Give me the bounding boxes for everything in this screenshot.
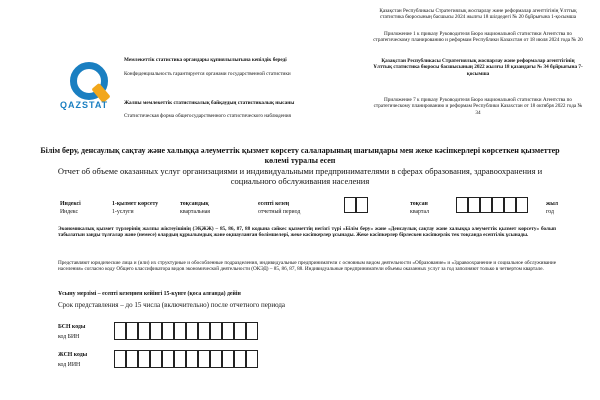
bin-digit-box[interactable] [150,322,162,340]
digit-box[interactable] [504,197,516,213]
header-right-kz-1: Қазақстан Республикасы Стратегиялық жоспарлау және реформалар агенттігінің Ұлттық статистика бюросының басшысы 2024 жылғы 18 шілдедегі № 20 бұйрығына 1-қосымша [379,8,577,21]
qazstat-logo [58,62,122,112]
deadline-ru: Срок представления – до 15 числа (включительно) после отчетного периода [58,301,286,309]
iin-digit-box[interactable] [138,350,150,368]
periodicity-ru: квартальная [180,209,210,215]
bin-digit-box[interactable] [114,322,126,340]
iin-digit-box[interactable] [246,350,258,368]
iin-digit-box[interactable] [126,350,138,368]
iin-digit-box[interactable] [210,350,222,368]
iin-label-kz: ЖСН коды [58,352,88,358]
index-label-ru: Индекс [60,209,79,215]
digit-box[interactable] [356,197,368,213]
bin-digit-box[interactable] [126,322,138,340]
header-right-ru-1: Приложение 1 к приказу Руководителя Бюро национальной статистики Агентства по стратегическому планированию и реформам Республики Казахстан от 18 июля 2024 года № 20 [373,31,583,44]
form-code-kz: 1-қызмет көрсету [112,201,159,207]
digit-box[interactable] [492,197,504,213]
digit-box[interactable] [468,197,480,213]
iin-input-boxes[interactable] [114,350,258,368]
deadline-kz: Ұсыну мерзімі – есепті кезеңнен кейінгі 15-күнге (қоса алғанда) дейін [58,291,241,297]
digit-box[interactable] [344,197,356,213]
bin-digit-box[interactable] [234,322,246,340]
digit-box[interactable] [516,197,528,213]
iin-digit-box[interactable] [222,350,234,368]
year-box-group[interactable] [456,197,536,213]
paragraph-kz: Экономикалық қызмет түрлерінің жалпы жіктеуішінің (ЭҚЖЖ) – 85, 86, 87, 88 кодына сәйкес қызметтің негізгі түрі «Білім беру» және «Денсаулық сақтау және халыққа әлеуметтік қызмет көрсету» болып табылатын заңды тұлғалар және (немесе) олардың құрылымдық және оқшауланған бөлімшелері, жеке кәсіпкерлер ұсынады. Жеке кәсіпкерлер бірлескен кәсіпкерлік тек тоқсанда есептілік ұсынады. [58,226,556,239]
iin-digit-box[interactable] [162,350,174,368]
periodicity-kz: тоқсандық [180,201,209,207]
bin-digit-box[interactable] [138,322,150,340]
header-right-kz-2: Қазақстан Республикасы Стратегиялық жоспарлау және реформалар агенттігінің Ұлттық статистика бюросы басшысының 2022 жылғы 18 қазандағы № 34 бұйрығына 7-қосымша [373,58,583,77]
report-period-ru: отчетный период [258,209,301,215]
year-label-ru: год [546,209,554,215]
bin-digit-box[interactable] [210,322,222,340]
iin-label-ru: код ИИН [58,362,81,368]
header-left-ru-confidential: Конфиденциальность гарантируется органами государственной статистики [124,71,291,77]
bin-label-ru: код БИН [58,334,80,340]
bin-digit-box[interactable] [162,322,174,340]
report-title-ru: Отчет об объеме оказанных услуг организациями и индивидуальными предпринимателями в сферах образования, здравоохранения и социального обслуживания населения [57,166,543,186]
bin-digit-box[interactable] [246,322,258,340]
form-code-ru: 1-услуги [112,209,134,215]
bin-digit-box[interactable] [198,322,210,340]
paragraph-ru: Представляют юридические лица и (или) их структурные и обособленные подразделения, индивидуальные предприниматели с основным видом деятельности «Образование» и «Здравоохранение и социальное обслуживание населения» согласно коду Общего классификатора видов экономической деятельности (ОКЭД) – 85, 86, 87, 88. Индивидуальные предприниматели объемы оказанных услуг за год заполняют только в четвертом квартале. [58,260,556,273]
logo-text: QAZSTAT [60,100,109,110]
iin-digit-box[interactable] [114,350,126,368]
bin-input-boxes[interactable] [114,322,258,340]
year-label-kz: жыл [546,201,558,207]
header-left-kz-stat: Мемлекеттік статистика органдары құпиялылығына кепілдік береді [124,57,287,63]
report-title-kz: Білім беру, денсаулық сақтау және халыққа әлеуметтік қызмет көрсету салаларының шағындары мен жеке кәсіпкерлері көрсеткен қызметтер көлемі туралы есеп [40,146,560,165]
bin-digit-box[interactable] [186,322,198,340]
iin-digit-box[interactable] [150,350,162,368]
header-left-kz-form: Жалпы мемлекеттік статистикалық байқаудың статистикалық нысаны [124,100,295,106]
index-label-kz: Индексі [60,201,81,207]
digit-box[interactable] [456,197,468,213]
quarter-label-kz: тоқсан [410,201,428,207]
header-right-ru-2: Приложение 7 к приказу Руководителя Бюро национальной статистики Агентства по стратегическому планированию и реформам Республики Казахстан от 18 октября 2022 года № 34 [373,97,583,116]
iin-digit-box[interactable] [234,350,246,368]
iin-digit-box[interactable] [186,350,198,368]
bin-label-kz: БСН коды [58,324,86,330]
bin-digit-box[interactable] [222,322,234,340]
header-left-ru-form: Статистическая форма общегосударственного статистического наблюдения [124,113,291,119]
iin-digit-box[interactable] [174,350,186,368]
report-period-kz: есепті кезең [258,201,290,207]
digit-box[interactable] [480,197,492,213]
iin-digit-box[interactable] [198,350,210,368]
quarter-box-group[interactable] [344,197,370,213]
quarter-label-ru: квартал [410,209,429,215]
bin-digit-box[interactable] [174,322,186,340]
